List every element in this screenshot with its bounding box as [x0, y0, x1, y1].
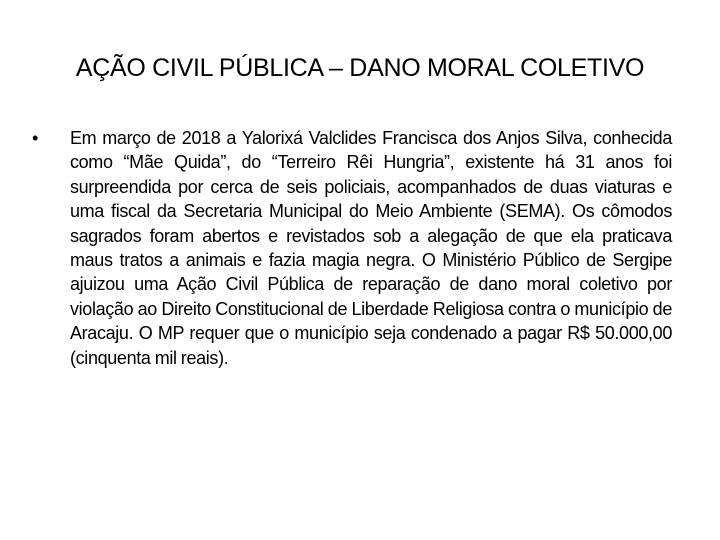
bullet-text: Em março de 2018 a Yalorixá Valclides Francisca dos Anjos Silva, conhecida como “Mãe Quida”, do “Terreiro Rêi Hungria”, existente há 31 anos foi surpreendida por cerca de seis policiais, acompanhados de duas viaturas e uma fiscal da Secretaria Municipal do Meio Ambiente (SEMA). Os cômodos sagrados foram abertos e revistados sob a alegação de que ela praticava maus tratos a animais e fazia magia negra. O Ministério Público de Sergipe ajuizou uma Ação Civil Pública de reparação de dano moral coletivo por violação ao Direito Constitucional de Liberdade Religiosa contra o município de Aracaju. O MP requer que o município seja condenado a pagar R$ 50.000,00 (cinquenta mil reais).: [70, 128, 672, 368]
slide-title: AÇÃO CIVIL PÚBLICA – DANO MORAL COLETIVO: [75, 54, 645, 82]
bullet-marker: •: [32, 128, 39, 148]
slide-content: [28, 126, 672, 370]
bullet-item: [28, 126, 672, 370]
